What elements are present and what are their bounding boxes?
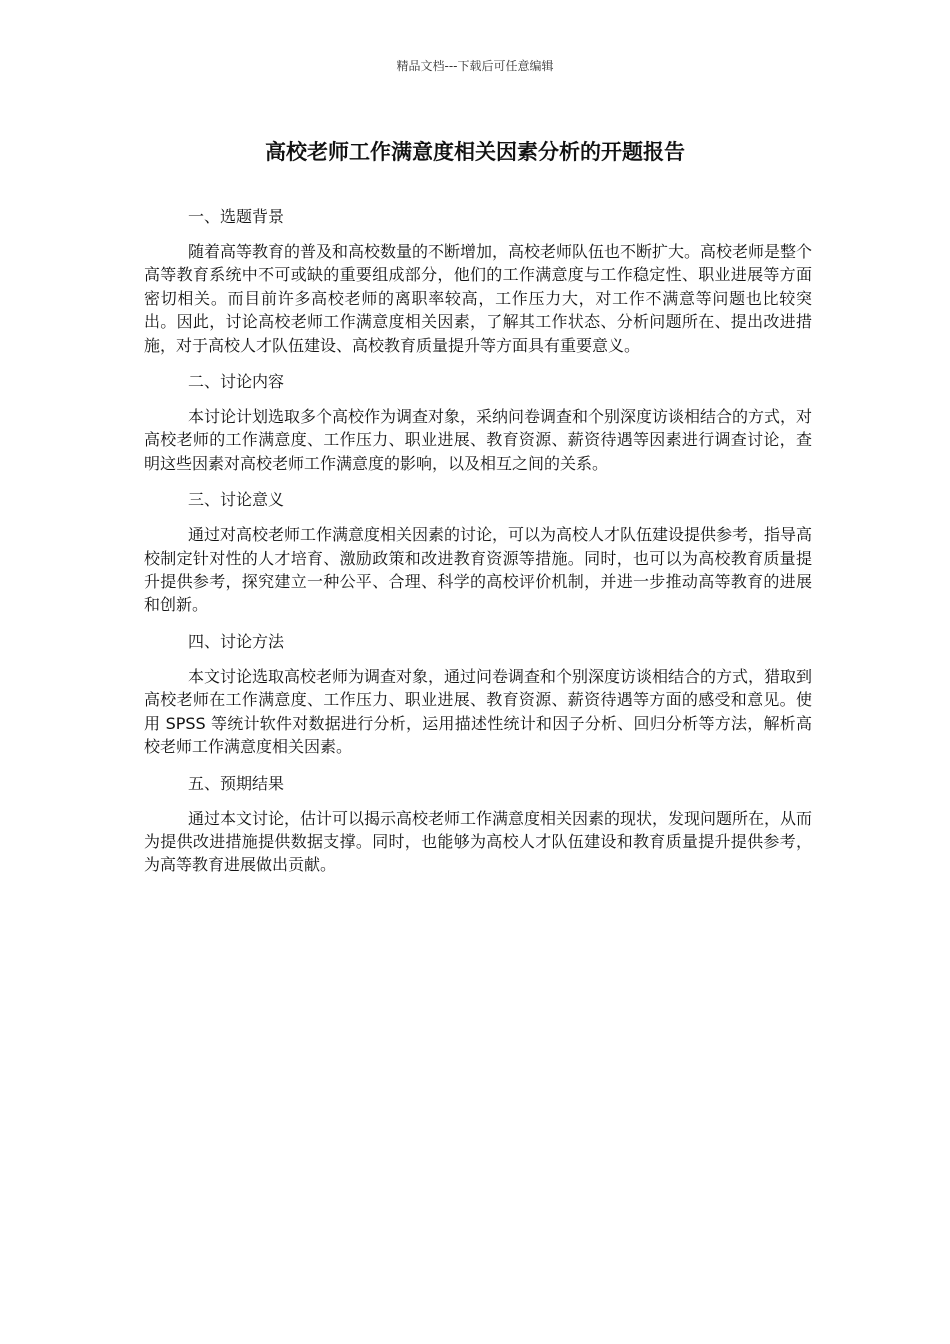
section-paragraph: 通过本文讨论，估计可以揭示高校老师工作满意度相关因素的现状，发现问题所在，从而为提供改进措施提供数据支撑。同时，也能够为高校人才队伍建设和教育质量提升提供参考，为高等教育进展做出贡献。 — [144, 808, 813, 875]
document-title: 高校老师工作满意度相关因素分析的开题报告 — [265, 140, 685, 164]
section-significance — [144, 488, 812, 617]
section-paragraph: 本文讨论选取高校老师为调查对象，通过问卷调查和个别深度访谈相结合的方式，猎取到高校老师在工作满意度、工作压力、职业进展、教育资源、薪资待遇等方面的感受和意见。使用 SPSS 等统计软件对数据进行分析，运用描述性统计和因子分析、回归分析等方法，解析高校老师工作满意度相关因素。 — [144, 666, 813, 757]
section-paragraph: 本讨论计划选取多个高校作为调查对象，采纳问卷调查和个别深度访谈相结合的方式，对高校老师的工作满意度、工作压力、职业进展、教育资源、薪资待遇等因素进行调查讨论，查明这些因素对高校老师工作满意度的影响，以及相互之间的关系。 — [144, 407, 813, 473]
section-method — [144, 630, 812, 759]
section-heading: 三、讨论意义 — [188, 490, 285, 510]
document-body — [144, 205, 812, 890]
section-heading: 五、预期结果 — [188, 773, 285, 793]
section-expected-results — [144, 772, 812, 877]
page-header: 精品文档---下载后可任意编辑 — [396, 59, 554, 73]
section-paragraph: 通过对高校老师工作满意度相关因素的讨论，可以为高校人才队伍建设提供参考，指导高校制定针对性的人才培育、激励政策和改进教育资源等措施。同时，也可以为高校教育质量提升提供参考，探究建立一种公平、合理、科学的高校评价机制，并进一步推动高等教育的进展和创新。 — [144, 525, 813, 615]
section-heading: 四、讨论方法 — [188, 631, 285, 651]
section-content — [144, 370, 812, 475]
section-heading: 一、选题背景 — [188, 207, 285, 226]
section-heading: 二、讨论内容 — [188, 372, 285, 392]
section-background — [144, 205, 812, 357]
section-paragraph: 随着高等教育的普及和高校数量的不断增加，高校老师队伍也不断扩大。高校老师是整个高等教育系统中不可或缺的重要组成部分，他们的工作满意度与工作稳定性、职业进展等方面密切相关。而目前许多高校老师的离职率较高，工作压力大，对工作不满意等问题也比较突出。因此，讨论高校老师工作满意度相关因素，了解其工作状态、分析问题所在、提出改进措施，对于高校人才队伍建设、高校教育质量提升等方面具有重要意义。 — [144, 242, 813, 355]
